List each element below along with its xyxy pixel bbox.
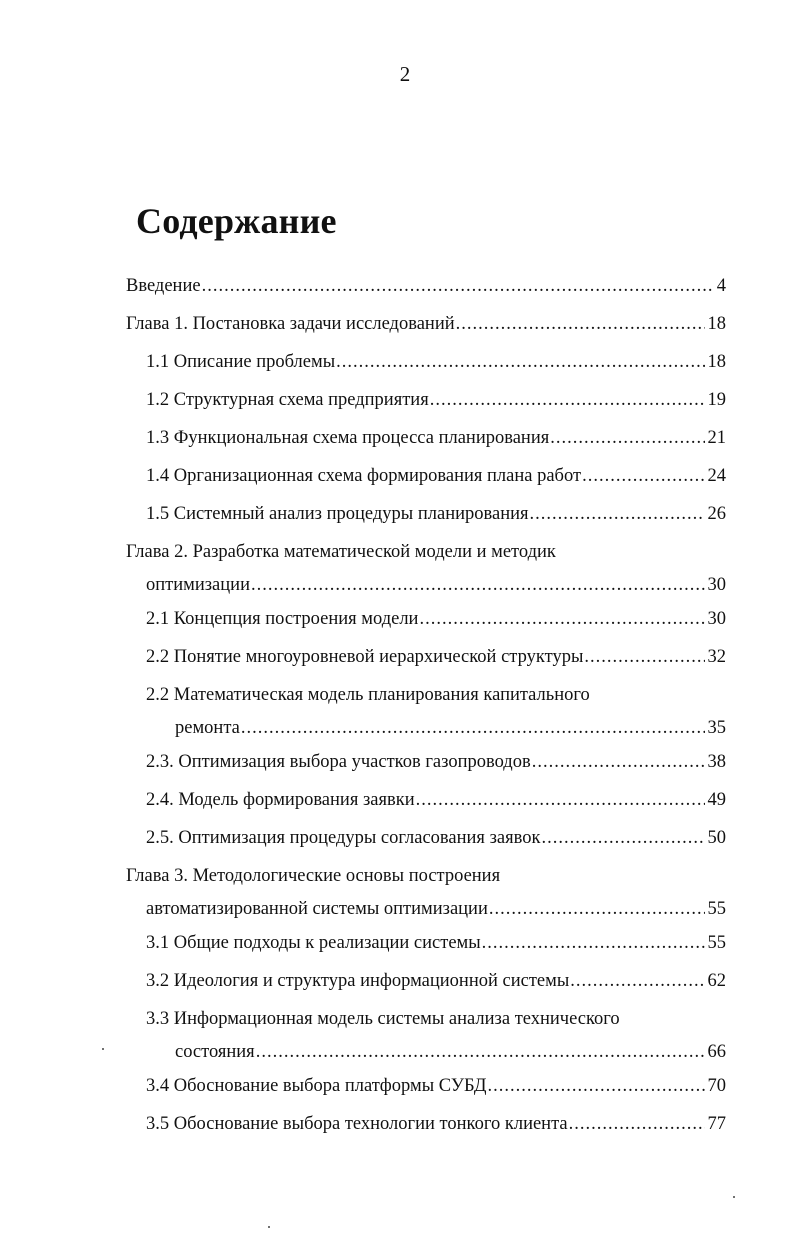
toc-entry-1-4[interactable]	[146, 464, 726, 488]
dot-leader	[416, 788, 705, 812]
toc-entry-text: 1.3 Функциональная схема процесса планирования	[146, 428, 550, 448]
toc-entry-text-line-1: Глава 3. Методологические основы построения	[126, 866, 501, 886]
scan-speck	[733, 1196, 735, 1198]
toc-entry-chapter-1[interactable]	[126, 312, 726, 336]
toc-page-number: 30	[707, 575, 726, 595]
dot-leader	[336, 350, 704, 374]
toc-entry-3-3[interactable]	[146, 1007, 726, 1064]
dot-leader	[569, 1112, 705, 1136]
toc-page-number: 4	[716, 276, 726, 296]
toc-entry-2-5[interactable]	[146, 826, 726, 850]
toc-page-number: 62	[707, 971, 726, 991]
dot-leader	[456, 312, 705, 336]
dot-leader	[532, 750, 705, 774]
toc-entry-text: 3.2 Идеология и структура информационной системы	[146, 971, 570, 991]
toc-entry-chapter-2[interactable]	[126, 540, 726, 597]
scan-speck	[102, 1048, 104, 1050]
toc-entry-text: 1.2 Структурная схема предприятия	[146, 390, 429, 410]
toc-entry-2-2[interactable]	[146, 645, 726, 669]
toc-entry-text: 1.1 Описание проблемы	[146, 352, 336, 372]
toc-page-number: 38	[707, 752, 726, 772]
toc-entry-text: 2.2 Понятие многоуровневой иерархической структуры	[146, 647, 584, 667]
toc-page-number: 24	[707, 466, 726, 486]
toc-page-number: 32	[707, 647, 726, 667]
toc-entry-text-line-1: Глава 2. Разработка математической модели и методик	[126, 542, 556, 562]
toc-entry-3-5[interactable]	[146, 1112, 726, 1136]
toc-entry-3-2[interactable]	[146, 969, 726, 993]
toc-entry-intro[interactable]	[126, 274, 726, 298]
toc-entry-1-2[interactable]	[146, 388, 726, 412]
toc-entry-text: 2.4. Модель формирования заявки	[146, 790, 415, 810]
toc-page-number: 19	[707, 390, 726, 410]
toc-entry-text: 2.3. Оптимизация выбора участков газопроводов	[146, 752, 531, 772]
toc-entry-1-3[interactable]	[146, 426, 726, 450]
toc-entry-2-1[interactable]	[146, 607, 726, 631]
toc-entry-text: Глава 1. Постановка задачи исследований	[126, 314, 455, 334]
toc-entry-text-line-1: 3.3 Информационная модель системы анализа технического	[146, 1009, 620, 1029]
toc-entry-text-line-2: состояния	[175, 1042, 255, 1062]
toc-page-number: 77	[707, 1114, 726, 1134]
toc-entry-text: 2.1 Концепция построения модели	[146, 609, 419, 629]
toc-page-number: 35	[707, 718, 726, 738]
page-title: Содержание	[136, 201, 337, 241]
toc-entry-text-line-2: автоматизированной системы оптимизации	[146, 899, 488, 919]
toc-entry-text-line-1: 2.2 Математическая модель планирования капитального	[146, 685, 590, 705]
toc-page-number: 18	[707, 314, 726, 334]
toc-page-number: 18	[707, 352, 726, 372]
toc-page-number: 55	[707, 899, 726, 919]
toc-entry-text: 3.5 Обоснование выбора технологии тонкого клиента	[146, 1114, 568, 1134]
toc-page-number: 55	[707, 933, 726, 953]
dot-leader	[489, 897, 705, 921]
dot-leader	[584, 645, 704, 669]
page-number: 2	[399, 62, 411, 86]
toc-entry-text-line-2: оптимизации	[146, 575, 250, 595]
toc-entry-2-4[interactable]	[146, 788, 726, 812]
toc-entry-text-line-2: ремонта	[175, 718, 240, 738]
toc-page-number: 50	[707, 828, 726, 848]
toc-entry-text: 3.4 Обоснование выбора платформы СУБД	[146, 1076, 487, 1096]
dot-leader	[488, 1074, 705, 1098]
dot-leader	[482, 931, 705, 955]
dot-leader	[570, 969, 704, 993]
toc-entry-2-2-math-model[interactable]	[146, 683, 726, 740]
dot-leader	[419, 607, 704, 631]
dot-leader	[530, 502, 705, 526]
toc-entry-text: 2.5. Оптимизация процедуры согласования заявок	[146, 828, 541, 848]
toc-page-number: 30	[707, 609, 726, 629]
scan-speck	[268, 1226, 270, 1228]
dot-leader	[541, 826, 704, 850]
toc-entry-1-5[interactable]	[146, 502, 726, 526]
toc-entry-3-1[interactable]	[146, 931, 726, 955]
toc-entry-chapter-3[interactable]	[126, 864, 726, 921]
toc-page-number: 21	[707, 428, 726, 448]
dot-leader	[430, 388, 705, 412]
toc-page-number: 26	[707, 504, 726, 524]
toc-page-number: 49	[707, 790, 726, 810]
dot-leader	[550, 426, 704, 450]
toc-entry-text: 1.5 Системный анализ процедуры планирования	[146, 504, 529, 524]
toc-page-number: 70	[707, 1076, 726, 1096]
dot-leader	[582, 464, 704, 488]
dot-leader	[202, 274, 714, 298]
toc-entry-1-1[interactable]	[146, 350, 726, 374]
toc-entry-text: Введение	[126, 276, 201, 296]
dot-leader	[256, 1040, 705, 1064]
dot-leader	[241, 716, 705, 740]
toc-entry-text: 3.1 Общие подходы к реализации системы	[146, 933, 481, 953]
dot-leader	[251, 573, 705, 597]
toc-entry-2-3[interactable]	[146, 750, 726, 774]
toc-entry-text: 1.4 Организационная схема формирования плана работ	[146, 466, 582, 486]
toc-entry-3-4[interactable]	[146, 1074, 726, 1098]
toc-page-number: 66	[707, 1042, 726, 1062]
